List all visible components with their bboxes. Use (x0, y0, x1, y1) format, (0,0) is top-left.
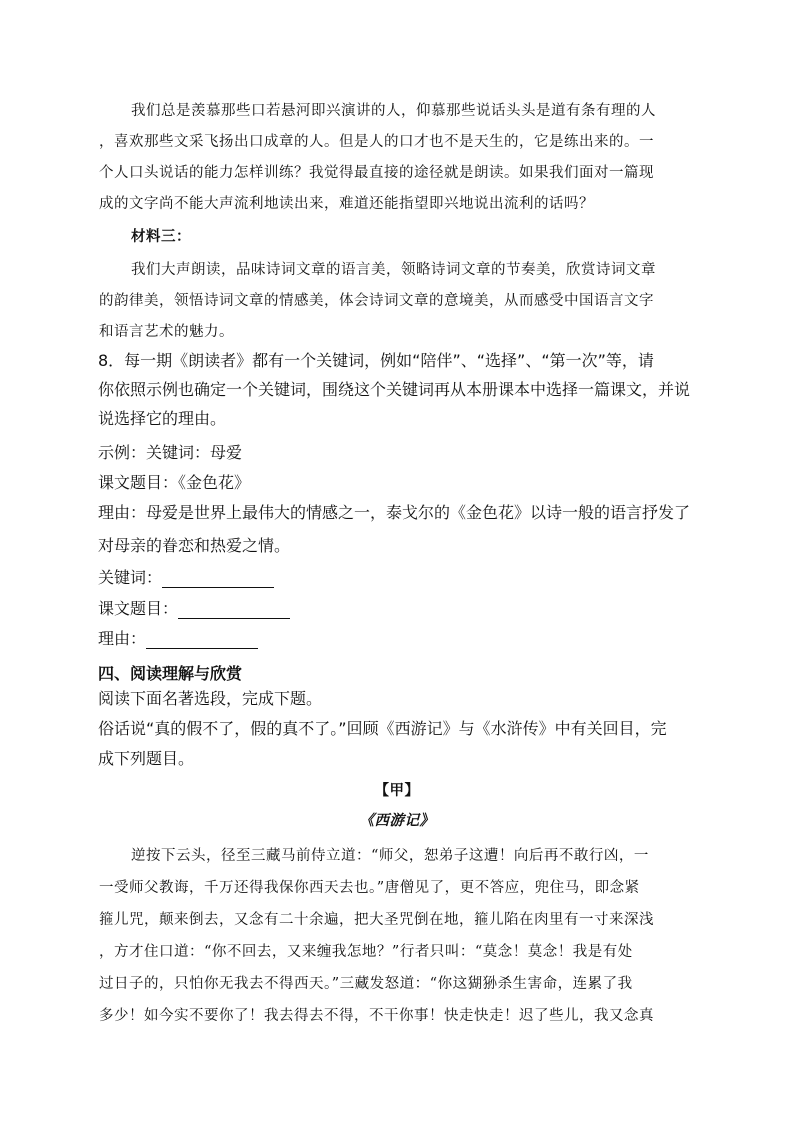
question8-line-2: 你依照示例也确定一个关键词，围绕这个关键词再从本册课本中选择一篇课文，并说 (98, 380, 691, 399)
example-reason-line-1: 理由：母爱是世界上最伟大的情感之一，泰戈尔的《金色花》以诗一般的语言抒发了 (98, 503, 691, 522)
section4-heading: 四、阅读理解与欣赏 (98, 664, 243, 683)
question8-line-1: 8．每一期《朗读者》都有一个关键词，例如“陪伴”、“选择”、“第一次”等，请 (98, 351, 654, 370)
answer-keyword-row (98, 565, 274, 588)
material3-line-3: 和语言艺术的魅力。 (99, 324, 234, 340)
answer-title-row (98, 596, 290, 619)
answer-title-label: 课文题目： (98, 599, 179, 618)
material2-line-3: 个人口头说话的能力怎样训练？我觉得最直接的途径就是朗读。如果我们面对一篇现 (99, 165, 654, 181)
material3-heading: 材料三： (131, 228, 191, 245)
answer-title-blank[interactable] (178, 602, 290, 619)
answer-reason-label: 理由： (98, 629, 147, 648)
passage-line-4: ，方才住口道：“你不回去，又来缠我怎地？”行者只叫：“莫念！莫念！我是有处 (99, 944, 633, 960)
passage-line-2: 一受师父教诲，千万还得我保你西天去也。”唐僧见了，更不答应，兜住马，即念紧 (99, 880, 640, 896)
passage-line-1: 逆按下云头，径至三藏马前侍立道：“师父，恕弟子这遭！向后再不敢行凶，一 (131, 848, 649, 864)
example-title: 课文题目：《金色花》 (98, 473, 251, 492)
passage-book-title: 《西游记》 (359, 812, 435, 829)
passage-line-5: 过日子的，只怕你无我去不得西天。”三藏发怒道：“你这猢狲杀生害命，连累了我 (99, 976, 633, 992)
example-reason-line-2: 对母亲的眷恋和热爱之情。 (98, 536, 291, 555)
material3-line-1: 我们大声朗读，品味诗词文章的语言美，领略诗词文章的节奏美，欣赏诗词文章 (131, 262, 656, 278)
section4-prompt-line-1: 俗话说“真的假不了，假的真不了。”回顾《西游记》与《水浒传》中有关回目，完 (98, 719, 667, 738)
answer-keyword-label: 关键词： (98, 568, 163, 587)
passage-label: 【甲】 (374, 782, 420, 799)
material2-line-4: 成的文字尚不能大声流利地读出来，难道还能指望即兴地说出流利的话吗？ (99, 196, 594, 212)
answer-keyword-blank[interactable] (162, 571, 274, 588)
passage-line-3: 箍儿咒，颠来倒去，又念有二十余遍，把大圣咒倒在地，箍儿陷在肉里有一寸来深浅 (99, 912, 654, 928)
answer-reason-row (98, 626, 258, 649)
answer-reason-blank[interactable] (146, 632, 258, 649)
section4-prompt-line-2: 成下列题目。 (98, 749, 195, 768)
example-keyword: 示例：关键词：母爱 (98, 443, 243, 462)
question8-line-3: 说选择它的理由。 (98, 409, 227, 428)
material2-line-1: 我们总是羡慕那些口若悬河即兴演讲的人，仰慕那些说话头头是道有条有理的人 (131, 103, 656, 119)
section4-intro: 阅读下面名著选段，完成下题。 (98, 689, 323, 708)
passage-line-6: 多少！如今实不要你了！我去得去不得，不干你事！快走快走！迟了些儿，我又念真 (99, 1008, 654, 1024)
material2-line-2: ，喜欢那些文采飞扬出口成章的人。但是人的口才也不是天生的，它是练出来的。一 (99, 134, 654, 150)
material3-line-2: 的韵律美，领悟诗词文章的情感美，体会诗词文章的意境美，从而感受中国语言文字 (99, 293, 654, 309)
